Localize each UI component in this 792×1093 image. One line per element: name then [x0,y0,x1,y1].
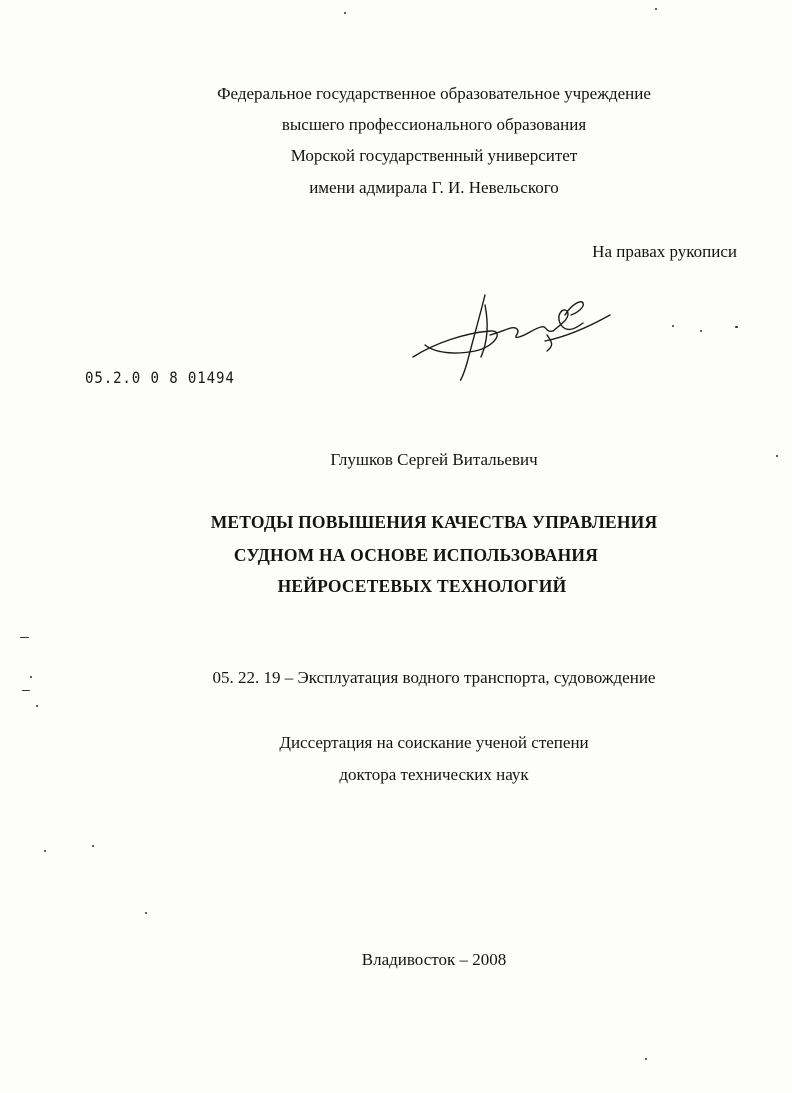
author-signature [395,285,755,395]
city-year: Владивосток – 2008 [361,950,507,969]
catalog-number: 05.2.0 0 8 01494 [85,368,235,387]
institution-line-4: имени адмирала Г. И. Невельского [309,178,559,197]
scan-speck [645,1058,647,1060]
scan-speck [776,455,778,457]
scan-speck [92,845,94,847]
specialty-code: 05. 22. 19 – Эксплуатация водного транспорта, судовождение [212,668,656,687]
scan-speck [22,690,30,691]
scan-speck [655,8,657,10]
scan-speck [735,326,738,328]
institution-line-1: Федеральное государственное образовательное учреждение [217,84,651,103]
scan-speck [36,705,38,707]
thesis-title-line-1: МЕТОДЫ ПОВЫШЕНИЯ КАЧЕСТВА УПРАВЛЕНИЯ [210,512,658,532]
scan-speck [700,330,702,332]
scan-speck [20,637,29,638]
thesis-title-line-2: СУДНОМ НА ОСНОВЕ ИСПОЛЬЗОВАНИЯ [233,545,599,565]
thesis-title-line-3: НЕЙРОСЕТЕВЫХ ТЕХНОЛОГИЙ [277,576,567,596]
institution-line-3: Морской государственный университет [290,146,578,165]
scan-speck [344,12,346,14]
scan-speck [30,676,32,678]
author-name: Глушков Сергей Витальевич [330,450,538,469]
scan-speck [145,912,147,914]
scan-speck [44,850,46,852]
degree-line-1: Диссертация на соискание ученой степени [279,733,589,752]
scan-speck [672,325,674,327]
manuscript-rights-note: На правах рукописи [592,242,737,261]
institution-line-2: высшего профессионального образования [281,115,587,134]
degree-line-2: доктора технических наук [339,765,529,784]
